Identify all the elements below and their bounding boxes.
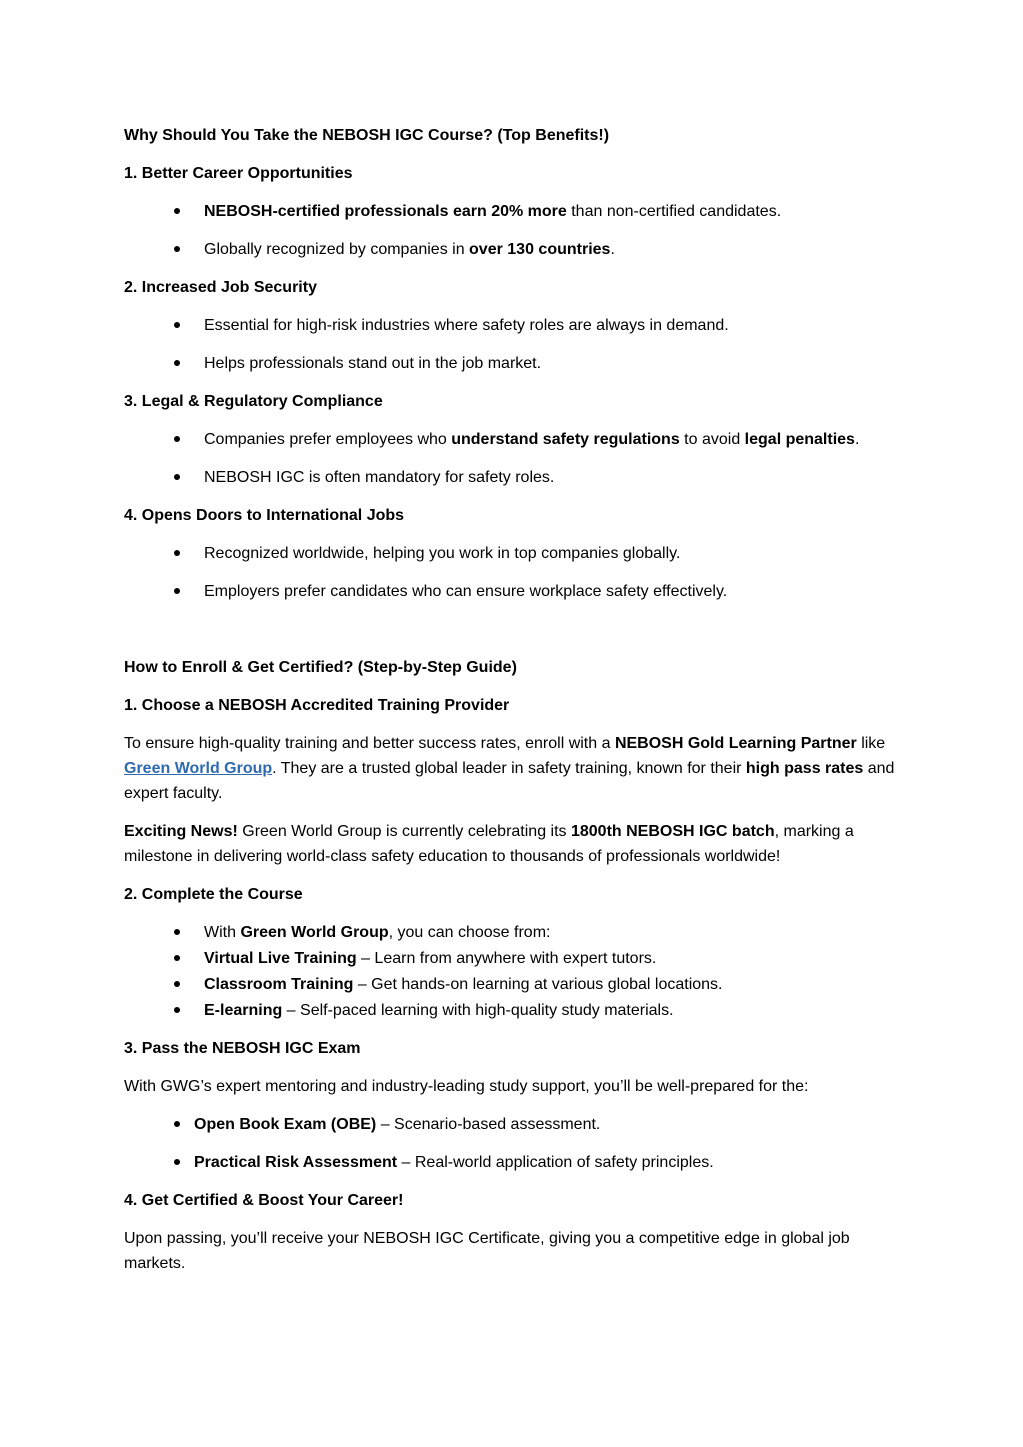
- list-item: Helps professionals stand out in the job market.: [124, 351, 904, 376]
- bullet-icon: [174, 981, 180, 987]
- list-item: Essential for high-risk industries where safety roles are always in demand.: [124, 313, 904, 338]
- exam-paragraph: With GWG’s expert mentoring and industry-leading study support, you’ll be well-prepared for the:: [124, 1078, 809, 1095]
- step-heading-provider: 1. Choose a NEBOSH Accredited Training Provider: [124, 697, 510, 714]
- list-item: E-learning – Self-paced learning with high-quality study materials.: [124, 998, 904, 1023]
- news-paragraph: Exciting News! Green World Group is currently celebrating its 1800th NEBOSH IGC batch, marking a milestone in delivering world-class safety education to thousands of professionals worldwide!: [124, 823, 854, 865]
- bullet-icon: [174, 436, 180, 442]
- benefit-heading-security: 2. Increased Job Security: [124, 279, 317, 296]
- list-item: NEBOSH-certified professionals earn 20% more than non-certified candidates.: [124, 199, 904, 224]
- enroll-title: How to Enroll & Get Certified? (Step-by-Step Guide): [124, 659, 517, 676]
- benefits-title: Why Should You Take the NEBOSH IGC Course? (Top Benefits!): [124, 127, 610, 144]
- list-item: Globally recognized by companies in over 130 countries.: [124, 237, 904, 262]
- list-item: Companies prefer employees who understand safety regulations to avoid legal penalties.: [124, 427, 904, 452]
- bullet-icon: [174, 550, 180, 556]
- document-content: [124, 123, 904, 1289]
- green-world-group-link[interactable]: Green World Group: [124, 760, 273, 777]
- benefit-heading-compliance: 3. Legal & Regulatory Compliance: [124, 393, 383, 410]
- benefit-list-compliance: [124, 427, 904, 490]
- bullet-icon: [174, 474, 180, 480]
- list-item: Recognized worldwide, helping you work in top companies globally.: [124, 541, 904, 566]
- bullet-icon: [174, 208, 180, 214]
- bullet-icon: [174, 1121, 180, 1127]
- list-item: Employers prefer candidates who can ensure workplace safety effectively.: [124, 579, 904, 604]
- step-heading-exam: 3. Pass the NEBOSH IGC Exam: [124, 1040, 361, 1057]
- benefit-heading-career: 1. Better Career Opportunities: [124, 165, 353, 182]
- list-item: Virtual Live Training – Learn from anywhere with expert tutors.: [124, 946, 904, 971]
- benefit-list-career: [124, 199, 904, 262]
- list-item: Practical Risk Assessment – Real-world application of safety principles.: [124, 1150, 904, 1175]
- section-spacer: [124, 617, 904, 655]
- course-options-list: [124, 920, 904, 1023]
- step-heading-certified: 4. Get Certified & Boost Your Career!: [124, 1192, 404, 1209]
- bullet-icon: [174, 1007, 180, 1013]
- benefit-heading-international: 4. Opens Doors to International Jobs: [124, 507, 405, 524]
- list-item: NEBOSH IGC is often mandatory for safety roles.: [124, 465, 904, 490]
- bullet-icon: [174, 955, 180, 961]
- bullet-icon: [174, 322, 180, 328]
- bullet-icon: [174, 1159, 180, 1165]
- bullet-icon: [174, 246, 180, 252]
- bullet-icon: [174, 929, 180, 935]
- bullet-icon: [174, 360, 180, 366]
- benefit-list-international: [124, 541, 904, 604]
- provider-paragraph: To ensure high-quality training and better success rates, enroll with a NEBOSH Gold Learning Partner like Green World Group. They are a trusted global leader in safety training, known for their high pass rates and expert faculty.: [124, 735, 895, 802]
- list-item: Open Book Exam (OBE) – Scenario-based assessment.: [124, 1112, 904, 1137]
- list-item: Classroom Training – Get hands-on learning at various global locations.: [124, 972, 904, 997]
- certified-paragraph: Upon passing, you’ll receive your NEBOSH IGC Certificate, giving you a competitive edge in global job markets.: [124, 1230, 850, 1272]
- exam-list: [124, 1112, 904, 1175]
- list-item: With Green World Group, you can choose from:: [124, 920, 904, 945]
- bullet-icon: [174, 588, 180, 594]
- benefit-list-security: [124, 313, 904, 376]
- step-heading-course: 2. Complete the Course: [124, 886, 303, 903]
